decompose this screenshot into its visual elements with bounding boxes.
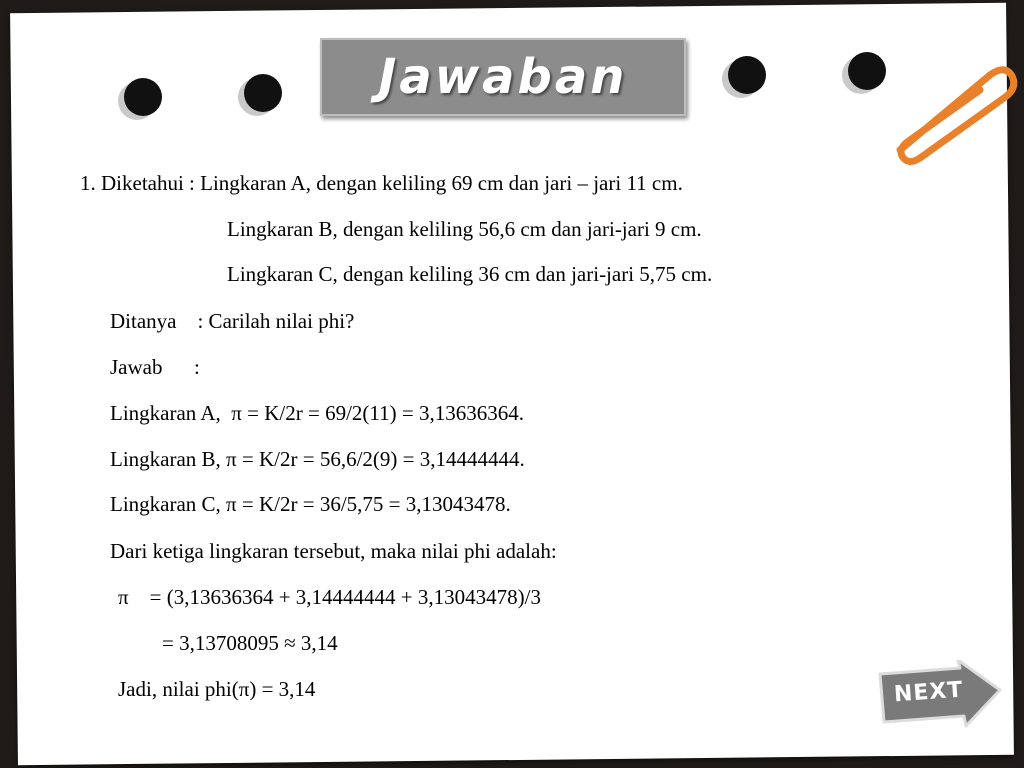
average-formula-line: π = (3,13636364 + 3,14444444 + 3,13043478)/3: [118, 585, 541, 609]
given-line-b: Lingkaran B, dengan keliling 56,6 cm dan jari-jari 9 cm.: [227, 217, 702, 241]
next-button[interactable]: [876, 660, 1006, 728]
calc-line-b: Lingkaran B, π = K/2r = 56,6/2(9) = 3,14444444.: [110, 447, 525, 471]
summary-line: Dari ketiga lingkaran tersebut, maka nilai phi adalah:: [110, 539, 557, 563]
answer-label: Jawab :: [110, 355, 200, 379]
conclusion-line: Jadi, nilai phi(π) = 3,14: [118, 677, 316, 701]
slide-title: Jawaban: [378, 49, 628, 105]
calc-line-c: Lingkaran C, π = K/2r = 36/5,75 = 3,13043478.: [110, 492, 511, 516]
average-result-line: = 3,13708095 ≈ 3,14: [162, 631, 338, 655]
question-line: Ditanya : Carilah nilai phi?: [110, 309, 355, 333]
given-line-c: Lingkaran C, dengan keliling 36 cm dan jari-jari 5,75 cm.: [227, 262, 713, 286]
calc-line-a: Lingkaran A, π = K/2r = 69/2(11) = 3,13636364.: [110, 401, 524, 425]
next-label: NEXT: [893, 677, 965, 708]
given-line-a: 1. Diketahui : Lingkaran A, dengan keliling 69 cm dan jari – jari 11 cm.: [80, 171, 683, 195]
